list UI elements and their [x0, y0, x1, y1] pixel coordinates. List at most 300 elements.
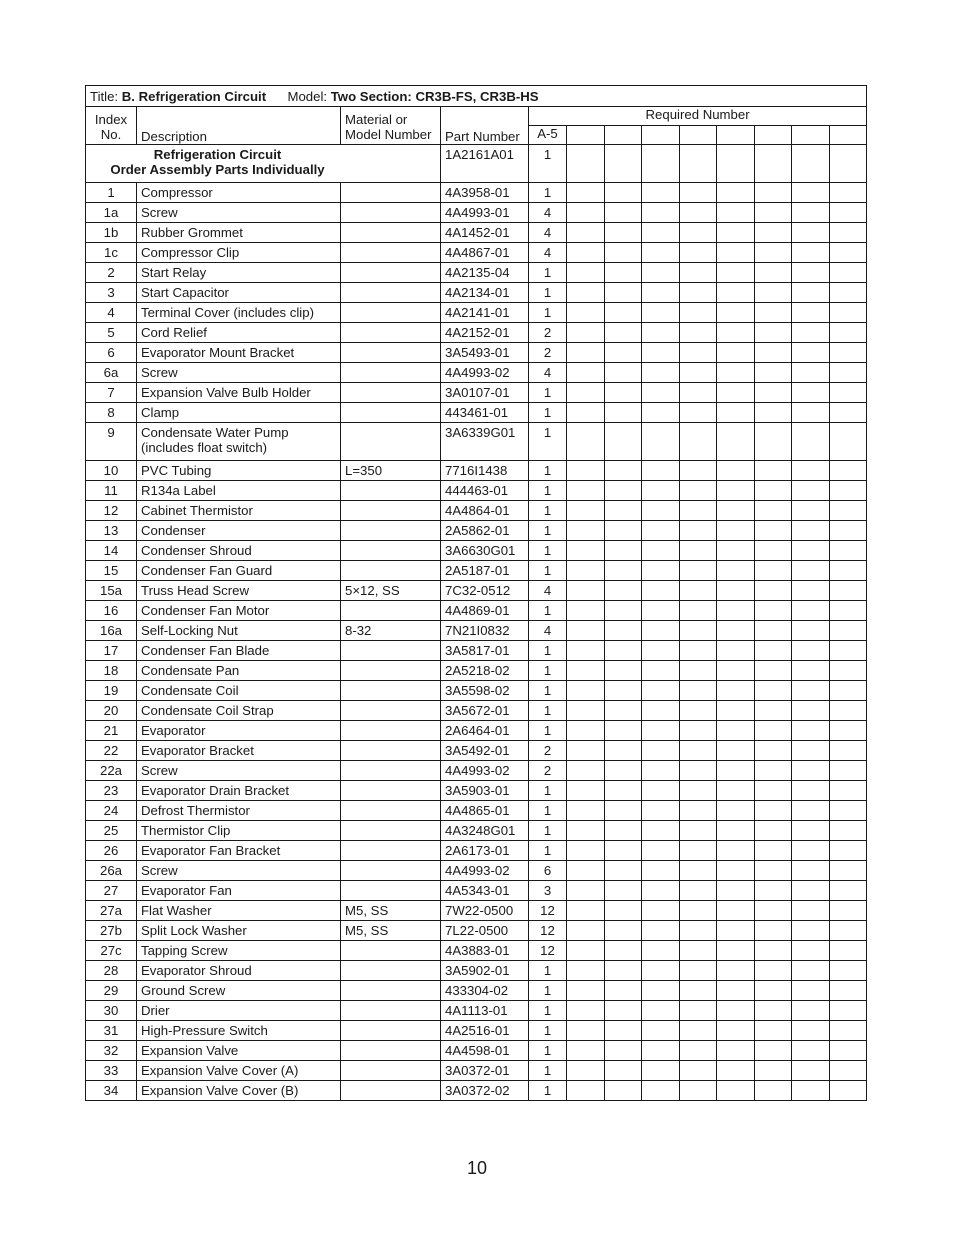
- empty-cell: [642, 921, 680, 941]
- part-number-cell: 4A4598-01: [441, 1041, 529, 1061]
- empty-cell: [754, 581, 792, 601]
- index-cell: 6: [86, 343, 137, 363]
- material-header: [341, 107, 441, 145]
- qty-cell: 12: [529, 901, 567, 921]
- part-number-cell: 3A5672-01: [441, 701, 529, 721]
- empty-cell: [792, 861, 830, 881]
- empty-cell: [717, 183, 755, 203]
- qty-cell: 1: [529, 641, 567, 661]
- qty-cell: 4: [529, 243, 567, 263]
- index-cell: 6a: [86, 363, 137, 383]
- empty-cell: [754, 781, 792, 801]
- empty-cell: [679, 781, 717, 801]
- assembly-line1: Refrigeration Circuit: [153, 147, 282, 162]
- material-cell: [341, 601, 441, 621]
- empty-cell: [792, 383, 830, 403]
- index-cell: 31: [86, 1021, 137, 1041]
- index-cell: 7: [86, 383, 137, 403]
- empty-cell: [792, 363, 830, 383]
- empty-cell: [792, 801, 830, 821]
- empty-cell: [642, 383, 680, 403]
- empty-cell: [792, 1021, 830, 1041]
- empty-cell: [679, 303, 717, 323]
- empty-cell: [829, 601, 867, 621]
- empty-cell: [679, 423, 717, 461]
- description-cell: Clamp: [137, 403, 341, 423]
- empty-cell: [717, 343, 755, 363]
- empty-cell: [754, 183, 792, 203]
- empty-cell: [754, 203, 792, 223]
- part-number-header: Part Number: [441, 107, 529, 145]
- table-row: [86, 641, 867, 661]
- empty-cell: [604, 383, 642, 403]
- empty-cell: [679, 283, 717, 303]
- table-row: [86, 223, 867, 243]
- material-cell: [341, 721, 441, 741]
- empty-cell: [604, 183, 642, 203]
- empty-cell: [679, 701, 717, 721]
- qty-cell: 1: [529, 781, 567, 801]
- empty-cell: [567, 981, 605, 1001]
- empty-cell: [792, 961, 830, 981]
- table-row: [86, 721, 867, 741]
- empty-cell: [829, 701, 867, 721]
- description-cell: Condenser Fan Guard: [137, 561, 341, 581]
- empty-cell: [642, 145, 680, 183]
- model-value: Two Section: CR3B-FS, CR3B-HS: [330, 88, 539, 104]
- qty-cell: 1: [529, 601, 567, 621]
- empty-cell: [679, 961, 717, 981]
- empty-cell: [604, 861, 642, 881]
- description-cell: Cord Relief: [137, 323, 341, 343]
- empty-cell: [792, 203, 830, 223]
- empty-cell: [829, 461, 867, 481]
- empty-cell: [567, 303, 605, 323]
- empty-cell: [604, 721, 642, 741]
- req-col-header: [642, 126, 680, 145]
- empty-cell: [717, 461, 755, 481]
- description-cell: R134a Label: [137, 481, 341, 501]
- empty-cell: [567, 481, 605, 501]
- empty-cell: [679, 1041, 717, 1061]
- table-row: [86, 801, 867, 821]
- empty-cell: [642, 761, 680, 781]
- qty-cell: 1: [529, 501, 567, 521]
- qty-cell: 1: [529, 303, 567, 323]
- empty-cell: [604, 881, 642, 901]
- empty-cell: [754, 243, 792, 263]
- qty-cell: 1: [529, 1021, 567, 1041]
- req-col-header: [792, 126, 830, 145]
- index-cell: 2: [86, 263, 137, 283]
- empty-cell: [604, 841, 642, 861]
- part-number-cell: 2A5187-01: [441, 561, 529, 581]
- empty-cell: [829, 941, 867, 961]
- empty-cell: [679, 403, 717, 423]
- empty-cell: [642, 263, 680, 283]
- description-cell: Condensate Coil: [137, 681, 341, 701]
- table-row: [86, 461, 867, 481]
- empty-cell: [679, 461, 717, 481]
- table-row: [86, 383, 867, 403]
- empty-cell: [604, 243, 642, 263]
- description-cell: Evaporator Bracket: [137, 741, 341, 761]
- empty-cell: [829, 721, 867, 741]
- material-cell: [341, 961, 441, 981]
- empty-cell: [829, 901, 867, 921]
- empty-cell: [642, 801, 680, 821]
- part-number-cell: 2A5862-01: [441, 521, 529, 541]
- material-cell: [341, 541, 441, 561]
- empty-cell: [567, 721, 605, 741]
- empty-cell: [717, 901, 755, 921]
- description-cell: Evaporator Fan Bracket: [137, 841, 341, 861]
- empty-cell: [642, 1001, 680, 1021]
- empty-cell: [642, 841, 680, 861]
- empty-cell: [717, 323, 755, 343]
- empty-cell: [567, 641, 605, 661]
- empty-cell: [642, 901, 680, 921]
- empty-cell: [717, 501, 755, 521]
- qty-cell: 1: [529, 981, 567, 1001]
- material-cell: [341, 661, 441, 681]
- empty-cell: [604, 781, 642, 801]
- empty-cell: [792, 183, 830, 203]
- index-cell: 29: [86, 981, 137, 1001]
- table-row: [86, 621, 867, 641]
- material-cell: [341, 243, 441, 263]
- index-header-line2: No.: [100, 126, 122, 142]
- index-cell: 24: [86, 801, 137, 821]
- part-number-cell: 4A3958-01: [441, 183, 529, 203]
- qty-cell: 1: [529, 283, 567, 303]
- part-number-cell: 7W22-0500: [441, 901, 529, 921]
- empty-cell: [754, 283, 792, 303]
- qty-cell: 1: [529, 841, 567, 861]
- table-row: [86, 343, 867, 363]
- material-cell: [341, 183, 441, 203]
- part-number-cell: 4A4993-02: [441, 761, 529, 781]
- empty-cell: [792, 721, 830, 741]
- qty-cell: 1: [529, 1041, 567, 1061]
- index-header: [86, 107, 137, 145]
- empty-cell: [604, 403, 642, 423]
- empty-cell: [717, 781, 755, 801]
- empty-cell: [567, 741, 605, 761]
- qty-cell: 2: [529, 323, 567, 343]
- empty-cell: [604, 1041, 642, 1061]
- empty-cell: [604, 521, 642, 541]
- empty-cell: [829, 1021, 867, 1041]
- empty-cell: [604, 263, 642, 283]
- table-row: [86, 661, 867, 681]
- empty-cell: [642, 343, 680, 363]
- empty-cell: [792, 461, 830, 481]
- table-row: [86, 423, 867, 461]
- part-number-cell: 444463-01: [441, 481, 529, 501]
- empty-cell: [604, 601, 642, 621]
- table-row: [86, 501, 867, 521]
- part-number-cell: 3A5598-02: [441, 681, 529, 701]
- description-line1: Condensate Water Pump: [141, 425, 289, 440]
- empty-cell: [754, 901, 792, 921]
- table-row: [86, 581, 867, 601]
- empty-cell: [792, 841, 830, 861]
- description-cell: Screw: [137, 363, 341, 383]
- empty-cell: [717, 1061, 755, 1081]
- empty-cell: [679, 481, 717, 501]
- empty-cell: [717, 861, 755, 881]
- empty-cell: [604, 941, 642, 961]
- index-cell: 12: [86, 501, 137, 521]
- part-number-cell: 4A4865-01: [441, 801, 529, 821]
- part-number-cell: 433304-02: [441, 981, 529, 1001]
- empty-cell: [604, 283, 642, 303]
- empty-cell: [679, 363, 717, 383]
- empty-cell: [604, 661, 642, 681]
- empty-cell: [567, 561, 605, 581]
- empty-cell: [604, 1061, 642, 1081]
- part-number-cell: 3A0372-02: [441, 1081, 529, 1101]
- empty-cell: [642, 561, 680, 581]
- material-cell: M5, SS: [341, 901, 441, 921]
- empty-cell: [604, 423, 642, 461]
- material-cell: [341, 283, 441, 303]
- empty-cell: [679, 323, 717, 343]
- empty-cell: [717, 961, 755, 981]
- description-cell: Thermistor Clip: [137, 821, 341, 841]
- material-cell: [341, 561, 441, 581]
- empty-cell: [642, 541, 680, 561]
- req-col-header: [567, 126, 605, 145]
- qty-cell: 4: [529, 621, 567, 641]
- empty-cell: [792, 501, 830, 521]
- empty-cell: [679, 661, 717, 681]
- qty-cell: 1: [529, 383, 567, 403]
- material-cell: [341, 203, 441, 223]
- header-row-1: [86, 107, 867, 126]
- empty-cell: [829, 661, 867, 681]
- empty-cell: [642, 601, 680, 621]
- empty-cell: [642, 243, 680, 263]
- empty-cell: [717, 145, 755, 183]
- empty-cell: [717, 741, 755, 761]
- empty-cell: [829, 263, 867, 283]
- part-number-cell: 3A0107-01: [441, 383, 529, 403]
- empty-cell: [829, 801, 867, 821]
- empty-cell: [642, 461, 680, 481]
- empty-cell: [792, 403, 830, 423]
- empty-cell: [567, 841, 605, 861]
- index-cell: 18: [86, 661, 137, 681]
- empty-cell: [792, 761, 830, 781]
- empty-cell: [679, 561, 717, 581]
- index-cell: 4: [86, 303, 137, 323]
- empty-cell: [717, 423, 755, 461]
- empty-cell: [679, 921, 717, 941]
- qty-cell: 1: [529, 661, 567, 681]
- description-cell: Defrost Thermistor: [137, 801, 341, 821]
- description-cell: Flat Washer: [137, 901, 341, 921]
- table-row: [86, 941, 867, 961]
- material-cell: 8-32: [341, 621, 441, 641]
- empty-cell: [679, 641, 717, 661]
- empty-cell: [792, 423, 830, 461]
- empty-cell: [679, 1061, 717, 1081]
- empty-cell: [567, 1041, 605, 1061]
- empty-cell: [829, 501, 867, 521]
- material-cell: [341, 741, 441, 761]
- empty-cell: [717, 203, 755, 223]
- index-cell: 28: [86, 961, 137, 981]
- empty-cell: [679, 183, 717, 203]
- empty-cell: [604, 501, 642, 521]
- description-cell: Screw: [137, 203, 341, 223]
- part-number-cell: 2A6173-01: [441, 841, 529, 861]
- empty-cell: [829, 423, 867, 461]
- table-row: [86, 841, 867, 861]
- empty-cell: [829, 183, 867, 203]
- part-number-cell: 4A1113-01: [441, 1001, 529, 1021]
- empty-cell: [792, 601, 830, 621]
- empty-cell: [604, 801, 642, 821]
- empty-cell: [829, 283, 867, 303]
- empty-cell: [754, 1081, 792, 1101]
- empty-cell: [642, 183, 680, 203]
- description-header: Description: [137, 107, 341, 145]
- empty-cell: [567, 941, 605, 961]
- qty-cell: 1: [529, 541, 567, 561]
- empty-cell: [642, 223, 680, 243]
- index-cell: 27a: [86, 901, 137, 921]
- qty-cell: 2: [529, 761, 567, 781]
- empty-cell: [567, 1081, 605, 1101]
- empty-cell: [604, 701, 642, 721]
- empty-cell: [604, 761, 642, 781]
- empty-cell: [829, 881, 867, 901]
- empty-cell: [679, 861, 717, 881]
- empty-cell: [829, 403, 867, 423]
- empty-cell: [717, 403, 755, 423]
- empty-cell: [604, 961, 642, 981]
- empty-cell: [679, 741, 717, 761]
- empty-cell: [754, 501, 792, 521]
- table-row: [86, 303, 867, 323]
- empty-cell: [642, 1061, 680, 1081]
- empty-cell: [829, 1081, 867, 1101]
- qty-cell: 6: [529, 861, 567, 881]
- table-row: [86, 1041, 867, 1061]
- qty-cell: 4: [529, 223, 567, 243]
- index-cell: 16a: [86, 621, 137, 641]
- empty-cell: [567, 541, 605, 561]
- empty-cell: [679, 203, 717, 223]
- empty-cell: [679, 383, 717, 403]
- empty-cell: [792, 243, 830, 263]
- index-cell: 27: [86, 881, 137, 901]
- required-number-header: Required Number: [529, 107, 867, 126]
- part-number-cell: 7L22-0500: [441, 921, 529, 941]
- empty-cell: [567, 701, 605, 721]
- empty-cell: [642, 581, 680, 601]
- empty-cell: [604, 363, 642, 383]
- empty-cell: [604, 1001, 642, 1021]
- part-number-cell: 4A3883-01: [441, 941, 529, 961]
- empty-cell: [567, 323, 605, 343]
- empty-cell: [829, 841, 867, 861]
- empty-cell: [604, 303, 642, 323]
- empty-cell: [829, 821, 867, 841]
- description-cell: PVC Tubing: [137, 461, 341, 481]
- material-cell: [341, 1081, 441, 1101]
- empty-cell: [829, 481, 867, 501]
- part-number-cell: 4A2516-01: [441, 1021, 529, 1041]
- empty-cell: [792, 741, 830, 761]
- part-number-cell: 7716I1438: [441, 461, 529, 481]
- empty-cell: [754, 145, 792, 183]
- empty-cell: [754, 661, 792, 681]
- empty-cell: [754, 343, 792, 363]
- empty-cell: [754, 701, 792, 721]
- empty-cell: [792, 223, 830, 243]
- index-cell: 22: [86, 741, 137, 761]
- material-cell: [341, 821, 441, 841]
- title-value: B. Refrigeration Circuit: [121, 88, 267, 104]
- empty-cell: [829, 761, 867, 781]
- empty-cell: [754, 741, 792, 761]
- part-number-cell: 4A4993-01: [441, 203, 529, 223]
- empty-cell: [679, 761, 717, 781]
- empty-cell: [792, 641, 830, 661]
- empty-cell: [754, 363, 792, 383]
- empty-cell: [642, 403, 680, 423]
- qty-cell: 4: [529, 581, 567, 601]
- empty-cell: [567, 581, 605, 601]
- table-row: [86, 961, 867, 981]
- part-number-cell: 3A0372-01: [441, 1061, 529, 1081]
- index-cell: 25: [86, 821, 137, 841]
- empty-cell: [754, 1021, 792, 1041]
- index-cell: 1a: [86, 203, 137, 223]
- empty-cell: [829, 781, 867, 801]
- table-row: [86, 243, 867, 263]
- qty-cell: 12: [529, 921, 567, 941]
- empty-cell: [567, 1061, 605, 1081]
- part-number-cell: 4A4993-02: [441, 363, 529, 383]
- qty-cell: 2: [529, 343, 567, 363]
- empty-cell: [792, 561, 830, 581]
- empty-cell: [829, 203, 867, 223]
- part-number-cell: 7N21I0832: [441, 621, 529, 641]
- empty-cell: [679, 821, 717, 841]
- empty-cell: [642, 481, 680, 501]
- qty-cell: 1: [529, 701, 567, 721]
- empty-cell: [717, 941, 755, 961]
- index-cell: 15a: [86, 581, 137, 601]
- empty-cell: [567, 861, 605, 881]
- description-cell: Terminal Cover (includes clip): [137, 303, 341, 323]
- description-cell: Condensate Pan: [137, 661, 341, 681]
- empty-cell: [792, 263, 830, 283]
- empty-cell: [679, 801, 717, 821]
- empty-cell: [754, 541, 792, 561]
- material-cell: [341, 781, 441, 801]
- empty-cell: [604, 223, 642, 243]
- empty-cell: [642, 981, 680, 1001]
- empty-cell: [829, 1041, 867, 1061]
- index-header-line1: Index: [94, 111, 128, 127]
- material-cell: [341, 941, 441, 961]
